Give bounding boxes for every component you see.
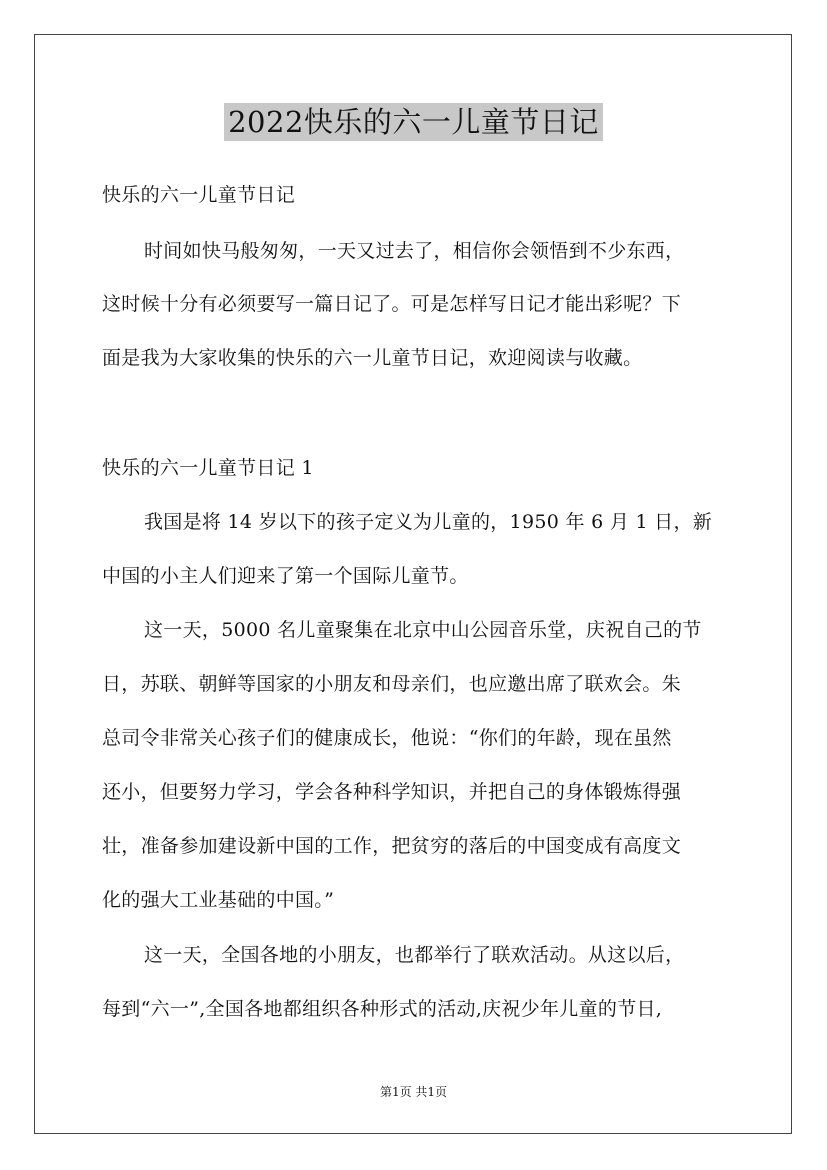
section-heading: 快乐的六一儿童节日记 (102, 184, 296, 206)
paragraph-line: 还小，但要努力学习，学会各种科学知识，并把自己的身体锻炼得强 (102, 781, 682, 803)
paragraph-line: 这一天，全国各地的小朋友，也都举行了联欢活动。从这以后， (144, 944, 685, 966)
paragraph-line: 总司令非常关心孩子们的健康成长，他说：“你们的年龄，现在虽然 (102, 727, 672, 749)
intro-line: 时间如快马般匆匆，一天又过去了，相信你会领悟到不少东西， (144, 240, 685, 262)
intro-line: 这时候十分有必须要写一篇日记了。可是怎样写日记才能出彩呢？下 (102, 293, 682, 315)
document-title: 2022快乐的六一儿童节日记 (224, 103, 603, 141)
paragraph-line: 中国的小主人们迎来了第一个国际儿童节。 (102, 565, 469, 587)
intro-line: 面是我为大家收集的快乐的六一儿童节日记，欢迎阅读与收藏。 (102, 347, 643, 369)
paragraph-line: 化的强大工业基础的中国。” (102, 889, 335, 911)
section-heading: 快乐的六一儿童节日记 1 (102, 457, 314, 479)
paragraph-line: 每到“六一”,全国各地都组织各种形式的活动,庆祝少年儿童的节日, (102, 998, 663, 1020)
paragraph-line: 壮，准备参加建设新中国的工作，把贫穷的落后的中国变成有高度文 (102, 835, 682, 857)
document-title-wrap (0, 100, 827, 141)
paragraph-line: 这一天，5000 名儿童聚集在北京中山公园音乐堂，庆祝自己的节 (144, 619, 702, 641)
paragraph-line: 日，苏联、朝鲜等国家的小朋友和母亲们，也应邀出席了联欢会。朱 (102, 673, 682, 695)
page-footer: 第1页 共1页 (379, 1085, 448, 1099)
paragraph-line: 我国是将 14 岁以下的孩子定义为儿童的，1950 年 6 月 1 日，新 (144, 511, 713, 533)
